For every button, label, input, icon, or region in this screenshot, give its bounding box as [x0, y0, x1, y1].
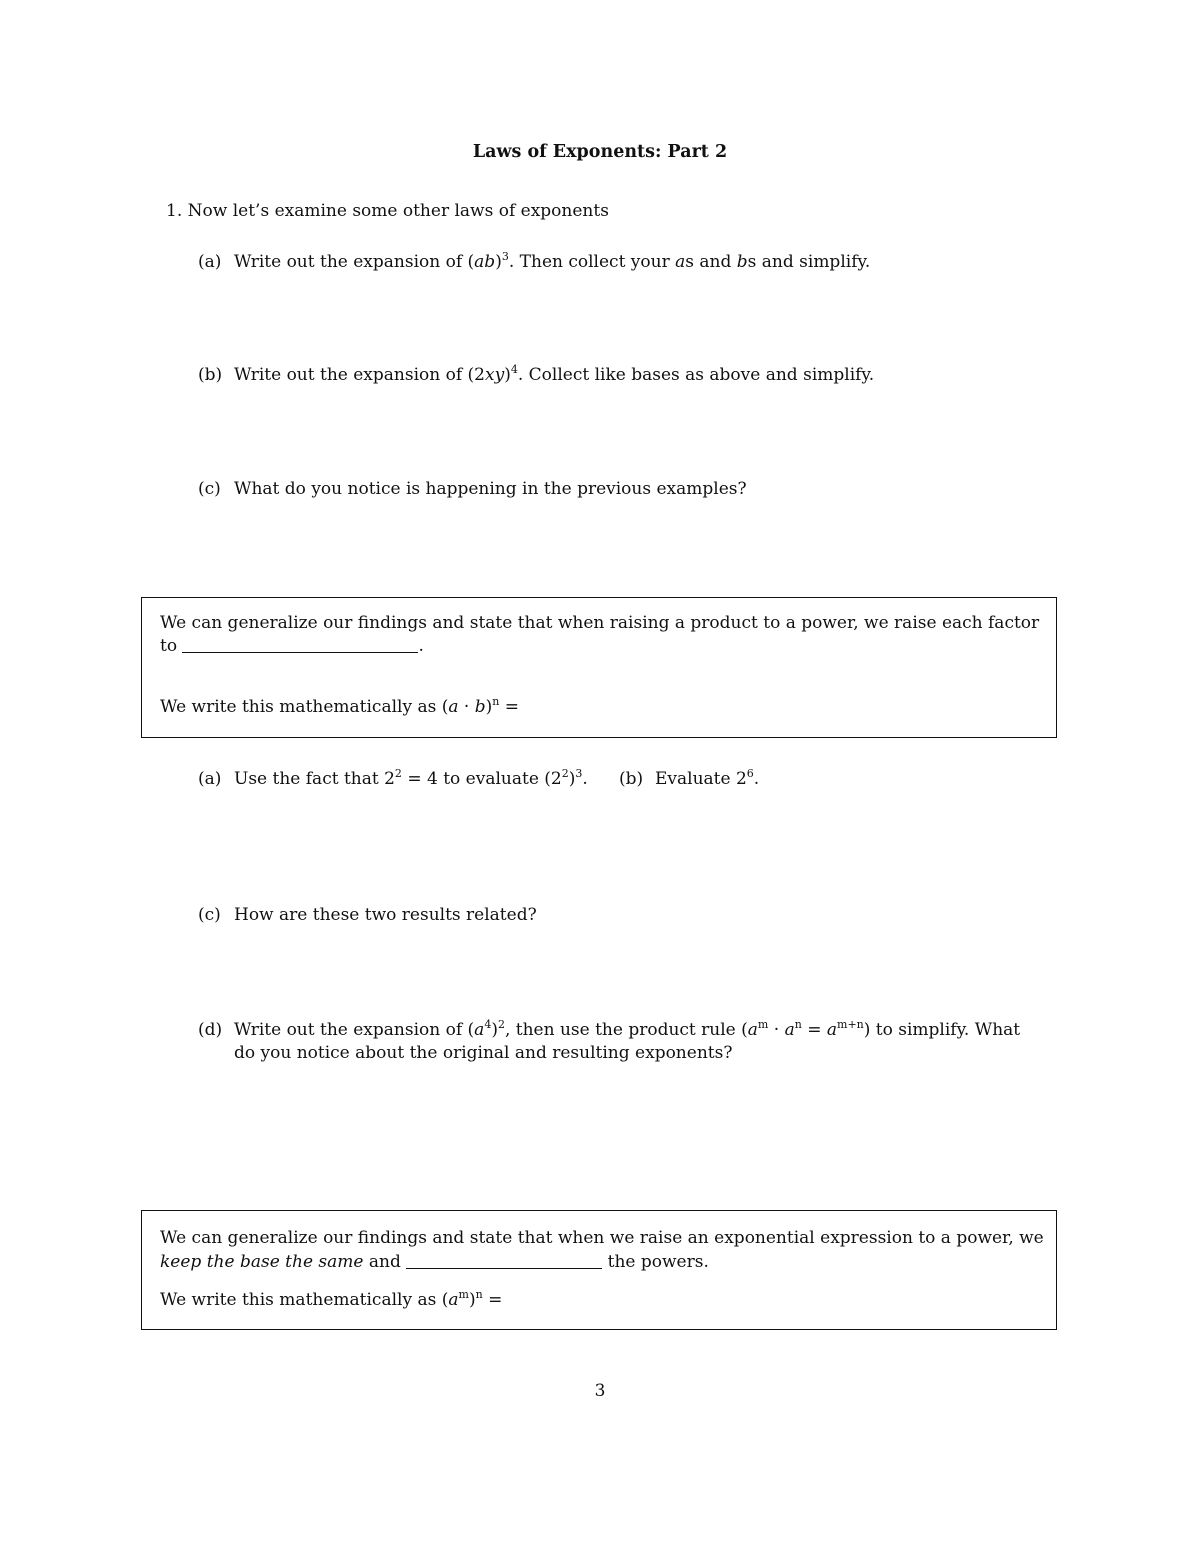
question-2b: (b) Evaluate $2^6$. — [619, 767, 760, 789]
box-line-1: We can generalize our findings and state that when raising a product to a power, we raise each factor — [160, 613, 1040, 633]
box-line-1: We can generalize our findings and state that when we raise an exponential expression to a power, we — [160, 1228, 1044, 1248]
rule-box-product-power — [141, 597, 1057, 738]
item-label: (a) — [198, 769, 222, 789]
fill-in-blank[interactable] — [406, 1254, 602, 1269]
box-line-3: We write this mathematically as $(a \cdot b)^n$ = — [160, 695, 520, 717]
question-2c: (c) How are these two results related? — [198, 905, 537, 925]
item-label: (c) — [198, 479, 221, 499]
item-label: (d) — [198, 1020, 223, 1040]
item-label: (b) — [198, 365, 223, 385]
fill-in-blank[interactable] — [182, 638, 418, 653]
item-label: (c) — [198, 905, 221, 925]
box-line-2: to . — [160, 636, 424, 656]
question-2a: (a) Use the fact that $2^2 = 4$ to evaluate $(2^2)^3$. — [198, 767, 588, 789]
page-title: Laws of Exponents: Part 2 — [472, 142, 728, 162]
item-label: (b) — [619, 769, 644, 789]
question-intro-text: Now let’s examine some other laws of exponents — [187, 201, 609, 221]
box-line-3: We write this mathematically as $(a^m)^n$ = — [160, 1288, 503, 1310]
question-1b: (b) Write out the expansion of $(2xy)^4$. Collect like bases as above and simplify. — [198, 363, 875, 385]
question-2d: (d) Write out the expansion of $(a^4)^2$, then use the product rule $(a^m \cdot a^n = a^{m+n})$ to simplify. What — [198, 1018, 1021, 1040]
page-number: 3 — [594, 1381, 606, 1401]
box-line-2: keep the base the same and the powers. — [160, 1252, 709, 1272]
question-1a: (a) Write out the expansion of (ab)$^3$. Then collect your as and bs and simplify. — [198, 250, 871, 272]
question-number: 1. — [166, 201, 183, 221]
question-1-intro — [166, 201, 609, 221]
item-label: (a) — [198, 252, 222, 272]
question-2d-line-2: do you notice about the original and resulting exponents? — [234, 1043, 733, 1063]
question-1c: (c) What do you notice is happening in the previous examples? — [198, 479, 747, 499]
rule-box-power-of-power — [141, 1210, 1057, 1330]
